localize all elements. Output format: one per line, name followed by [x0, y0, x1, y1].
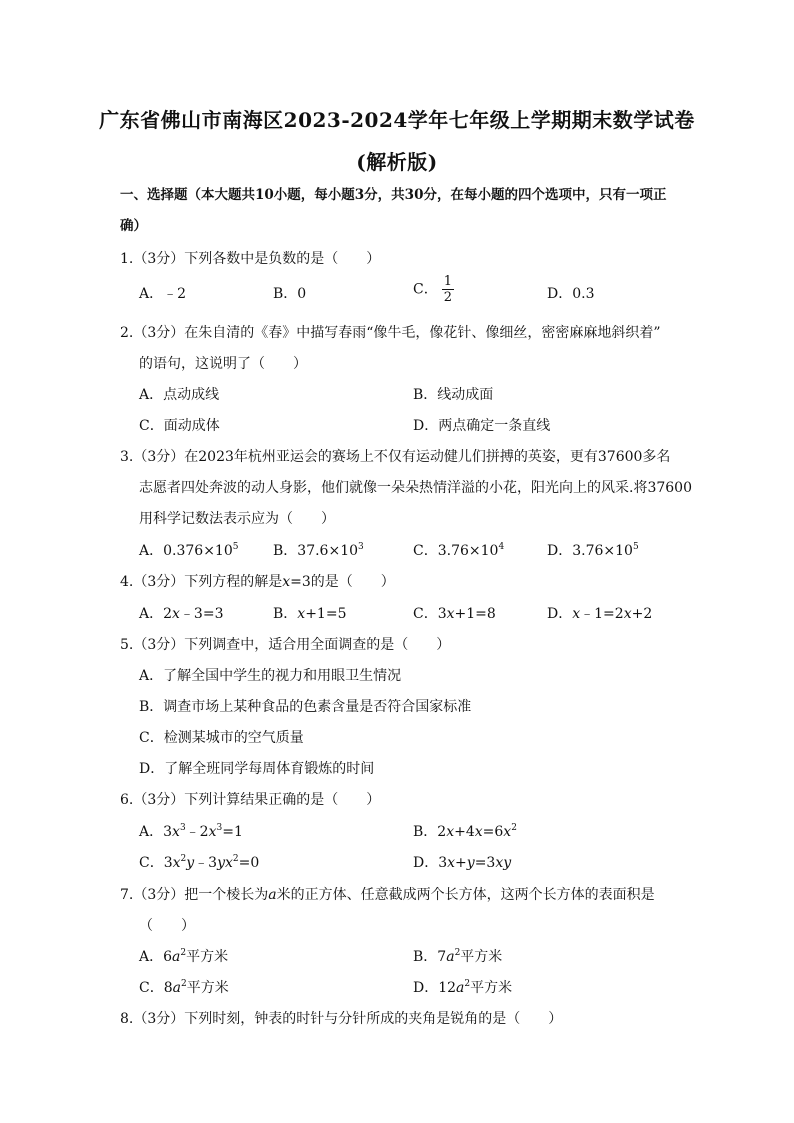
question-4-stem — [120, 571, 395, 591]
question-1-option-c — [413, 274, 454, 305]
question-2-option-a: A．点动成线 — [139, 387, 220, 403]
question-7-option-d — [413, 977, 512, 997]
question-6-option-b — [413, 821, 517, 841]
option-text: A．6 — [139, 949, 173, 965]
option-text: D．3.76×10 — [547, 543, 633, 559]
question-4-option-b — [273, 603, 346, 623]
question-4-option-c — [413, 603, 496, 623]
option-text: =6 — [482, 824, 504, 840]
question-2-option-d: D．两点确定一条直线 — [413, 418, 551, 434]
option-text: +1=5 — [305, 606, 347, 622]
question-2-option-b: B．线动成面 — [413, 387, 494, 403]
variable: a — [268, 887, 277, 903]
variable: x — [447, 855, 456, 871]
question-5-stem: 5.（3分）下列调查中，适合用全面调查的是（ ） — [120, 637, 451, 653]
option-text: =1 — [222, 824, 243, 840]
option-text: B．2 — [413, 824, 447, 840]
fraction-denominator: 2 — [443, 290, 452, 305]
variable: y — [186, 855, 195, 871]
exponent: 5 — [632, 542, 639, 552]
exam-subtitle: (解析版) — [356, 150, 438, 174]
question-3-option-c — [413, 540, 504, 560]
question-7-option-a — [139, 946, 228, 966]
stem-text: 米的正方体、任意截成两个长方体，这两个长方体的表面积是 — [276, 887, 655, 903]
question-3-option-d — [547, 540, 639, 560]
question-5-option-d: D．了解全班同学每周体育锻炼的时间 — [139, 761, 375, 777]
exponent: 2 — [232, 854, 239, 864]
option-text: +1=8 — [454, 606, 496, 622]
question-2-stem-line1: 2.（3分）在朱自清的《春》中描写春雨“像牛毛，像花针、像细丝，密密麻麻地斜织着” — [120, 325, 661, 341]
question-5-option-b: B．调查市场上某种食品的色素含量是否符合国家标准 — [139, 699, 472, 715]
variable: xy — [495, 855, 512, 871]
exponent: 3 — [358, 542, 364, 552]
question-7-stem-line1 — [120, 884, 655, 904]
question-1-stem: 1.（3分）下列各数中是负数的是（ ） — [120, 251, 381, 267]
option-text: 平方米 — [186, 980, 229, 996]
question-2-option-c: C．面动成体 — [139, 418, 220, 434]
fraction-numerator: 1 — [443, 274, 452, 289]
variable: x — [474, 824, 483, 840]
option-text: B．7 — [413, 949, 447, 965]
exponent: 2 — [180, 979, 187, 989]
question-7-stem-line2: （ ） — [139, 918, 195, 934]
section-heading: 一、选择题（本大题共10小题，每小题3分，共30分，在每小题的四个选项中，只有一项正确） — [120, 187, 667, 234]
question-5-option-c: C．检测某城市的空气质量 — [139, 730, 304, 746]
exponent: 3 — [216, 823, 223, 833]
option-text: ﹣3=3 — [179, 606, 224, 622]
option-text: 平方米 — [460, 949, 503, 965]
option-text: +2 — [631, 606, 653, 622]
variable: x — [503, 824, 512, 840]
question-7-option-c — [139, 977, 229, 997]
question-1-option-b: B．0 — [273, 286, 307, 302]
option-text: C．8 — [139, 980, 173, 996]
variable: x — [623, 606, 632, 622]
question-6-stem: 6.（3分）下列计算结果正确的是（ ） — [120, 792, 381, 808]
exponent: 5 — [232, 542, 239, 552]
option-text: C．3 — [139, 855, 173, 871]
variable: x — [282, 574, 291, 590]
option-text: D．3 — [413, 855, 448, 871]
option-text: 平方米 — [470, 980, 513, 996]
option-text: =3 — [474, 855, 496, 871]
question-7-option-b — [413, 946, 502, 966]
option-text: D． — [547, 606, 573, 622]
question-6-option-a — [139, 821, 243, 841]
option-text: +4 — [454, 824, 475, 840]
question-6-option-d — [413, 852, 511, 872]
stem-text: 4.（3分）下列方程的解是 — [120, 574, 283, 590]
fraction — [442, 274, 454, 305]
stem-text: 7.（3分）把一个棱长为 — [120, 887, 269, 903]
option-text: B． — [273, 606, 298, 622]
question-1-option-d: D．0.3 — [547, 286, 595, 302]
variable: a — [172, 949, 181, 965]
question-3-stem-line3: 用科学记数法表示应为（ ） — [139, 511, 335, 527]
question-1-option-a: A．﹣2 — [139, 286, 187, 302]
question-2-stem-line2: 的语句，这说明了（ ） — [139, 356, 307, 372]
variable: y — [466, 855, 475, 871]
option-label: C． — [413, 281, 438, 298]
option-text: A．0.376×10 — [139, 543, 233, 559]
variable: x — [297, 606, 306, 622]
question-5-option-a: A．了解全国中学生的视力和用眼卫生情况 — [139, 668, 402, 684]
exponent: 2 — [180, 854, 187, 864]
exponent: 3 — [179, 823, 186, 833]
option-text: + — [455, 855, 467, 871]
question-4-option-d — [547, 603, 652, 623]
variable: x — [172, 606, 180, 622]
exam-title: 广东省佛山市南海区2023-2024学年七年级上学期期末数学试卷 — [99, 108, 695, 132]
option-text: A．3 — [139, 824, 173, 840]
variable: x — [446, 824, 455, 840]
variable: a — [446, 949, 455, 965]
variable: x — [172, 855, 181, 871]
question-3-stem-line1: 3.（3分）在2023年杭州亚运会的赛场上不仅有运动健儿们拼搏的英姿，更有37600多名 — [120, 449, 671, 465]
option-text: A．2 — [139, 606, 173, 622]
option-text: B．37.6×10 — [273, 543, 359, 559]
exponent: 2 — [180, 948, 187, 958]
variable: a — [456, 980, 465, 996]
question-3-option-a — [139, 540, 238, 560]
question-3-stem-line2: 志愿者四处奔波的动人身影，他们就像一朵朵热情洋溢的小花，阳光向上的风采.将37600 — [139, 480, 692, 496]
exponent: 2 — [464, 979, 471, 989]
exponent: 4 — [498, 542, 505, 552]
stem-text: =3的是（ ） — [290, 574, 395, 590]
question-6-option-c — [139, 852, 259, 872]
variable: x — [208, 824, 217, 840]
question-3-option-b — [273, 540, 364, 560]
question-8-stem: 8.（3分）下列时刻，钟表的时针与分针所成的夹角是锐角的是（ ） — [120, 1011, 563, 1027]
option-text: D．12 — [413, 980, 457, 996]
variable: x — [446, 606, 455, 622]
option-text: 平方米 — [186, 949, 229, 965]
option-text: ﹣1=2 — [580, 606, 624, 622]
variable: x — [572, 606, 581, 622]
question-4-option-a — [139, 603, 223, 623]
variable: yx — [217, 855, 233, 871]
variable: x — [172, 824, 180, 840]
option-text: ﹣2 — [185, 824, 209, 840]
option-text: =0 — [238, 855, 260, 871]
exponent: 2 — [454, 948, 461, 958]
option-text: C．3.76×10 — [413, 543, 499, 559]
exponent: 2 — [511, 823, 517, 833]
option-text: ﹣3 — [194, 855, 218, 871]
option-text: C．3 — [413, 606, 447, 622]
variable: a — [172, 980, 181, 996]
